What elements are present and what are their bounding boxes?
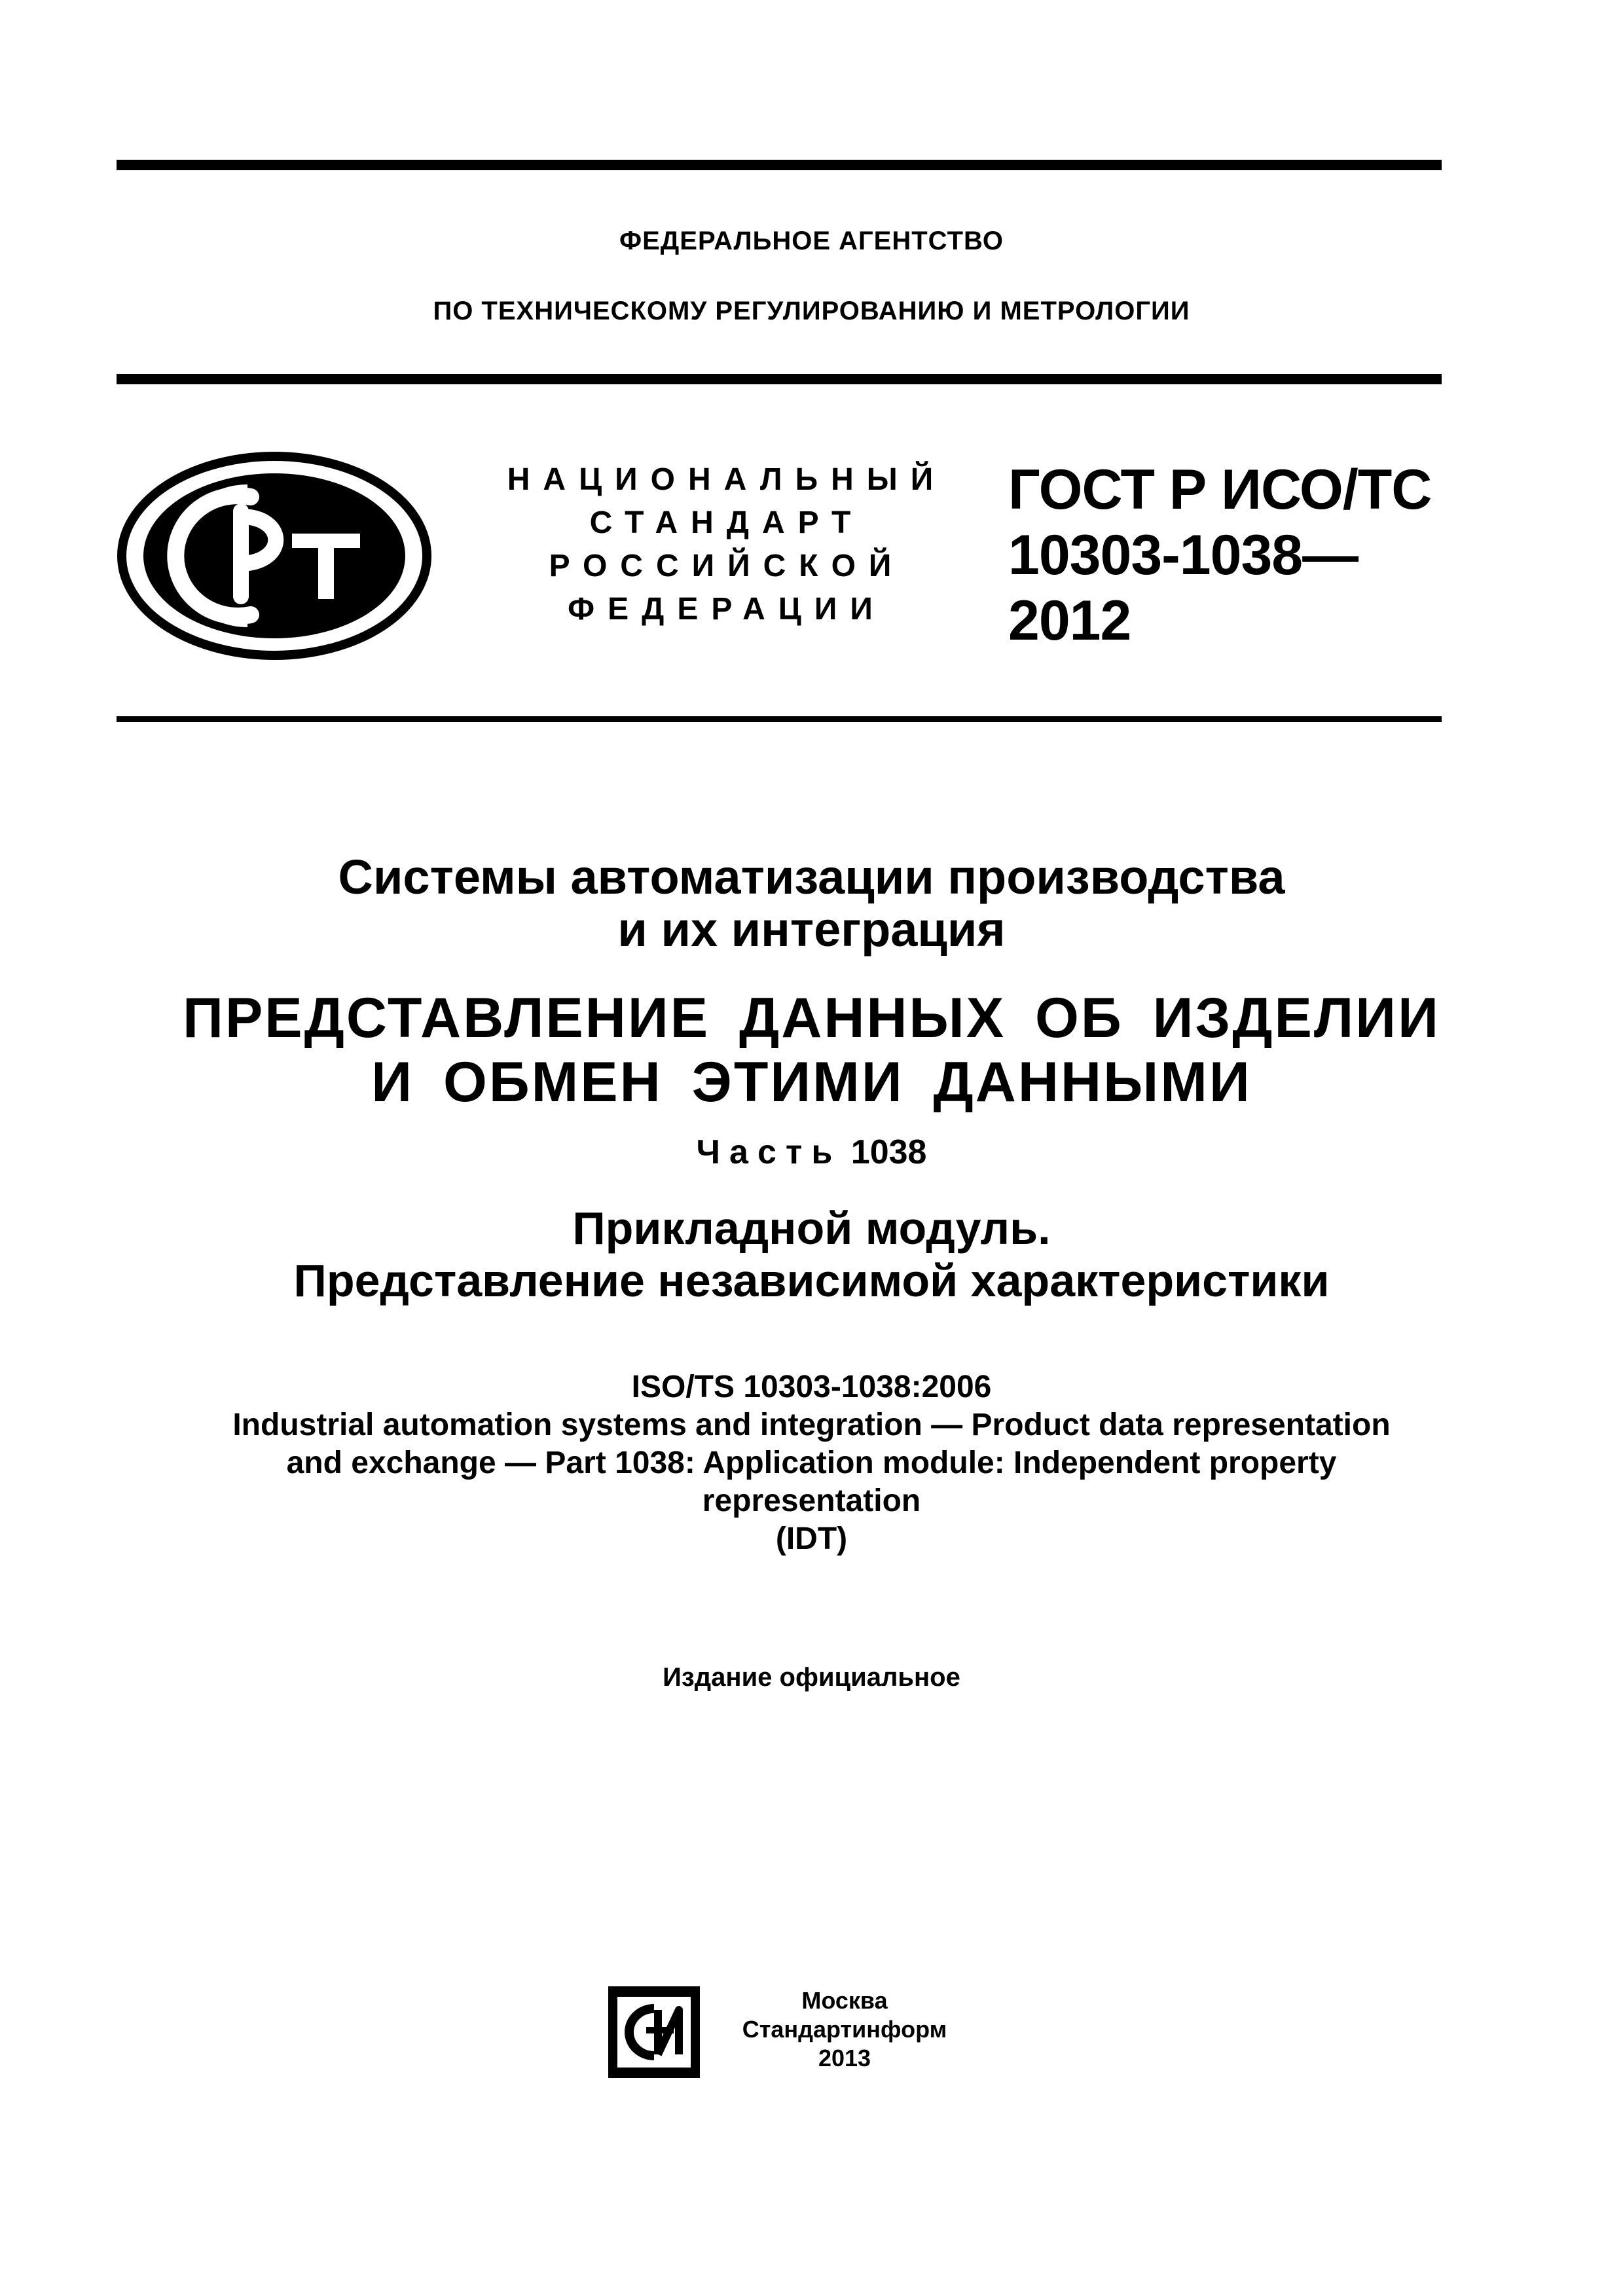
national-standard-line-3: РОССИЙСКОЙ (549, 549, 905, 583)
part-word: Часть (696, 1133, 842, 1171)
iso-reference-line-1: ISO/TS 10303-1038:2006 (631, 1370, 992, 1404)
rst-conformity-mark-icon (117, 451, 432, 661)
sub-title-line-2: Представление независимой характеристики (293, 1255, 1330, 1306)
part-number: 1038 (850, 1133, 927, 1171)
national-standard-line-4: ФЕДЕРАЦИИ (568, 592, 886, 627)
general-title-line-1: Системы автоматизации производства (338, 850, 1285, 904)
national-standard-line-2: СТАНДАРТ (589, 505, 864, 540)
national-standard-line-1: НАЦИОНАЛЬНЫЙ (507, 462, 947, 497)
main-title (0, 986, 1623, 1114)
iso-reference-line-3: and exchange — Part 1038: Application module: Independent property (286, 1446, 1337, 1480)
iso-reference (0, 1368, 1623, 1558)
publisher-city: Москва (801, 1987, 888, 2014)
gost-designation-line-2: 10303-1038— (1008, 524, 1359, 587)
iso-reference-line-2: Industrial automation systems and integration — Product data representation (232, 1408, 1391, 1442)
gost-designation-line-1: ГОСТ Р ИСО/ТС (1008, 458, 1432, 521)
iso-reference-line-4: representation (702, 1484, 921, 1518)
general-title (0, 851, 1623, 956)
iso-reference-line-5: (IDT) (775, 1522, 848, 1556)
header-rule (117, 374, 1442, 384)
edition-label: Издание официальное (663, 1663, 960, 1692)
publisher-name: Стандартинформ (742, 2016, 947, 2043)
agency-line-2: ПО ТЕХНИЧЕСКОМУ РЕГУЛИРОВАНИЮ И МЕТРОЛОГИИ (433, 297, 1190, 325)
sub-title (0, 1202, 1623, 1307)
main-title-line-2: И ОБМЕН ЭТИМИ ДАННЫМИ (371, 1051, 1252, 1114)
standartinform-logo-icon (606, 1984, 702, 2081)
standard-block-rule (117, 716, 1442, 722)
top-rule (117, 160, 1442, 170)
main-title-line-1: ПРЕДСТАВЛЕНИЕ ДАННЫХ ОБ ИЗДЕЛИИ (183, 987, 1440, 1049)
publisher-info (727, 1986, 962, 2073)
national-standard-label (498, 458, 956, 631)
gost-designation-line-3: 2012 (1008, 589, 1131, 652)
general-title-line-2: и их интеграция (617, 902, 1006, 957)
agency-line-1: ФЕДЕРАЛЬНОЕ АГЕНТСТВО (619, 227, 1004, 255)
gost-designation (1008, 457, 1440, 653)
sub-title-line-1: Прикладной модуль. (572, 1203, 1051, 1254)
publisher-year: 2013 (818, 2045, 871, 2071)
part-label (0, 1133, 1623, 1172)
